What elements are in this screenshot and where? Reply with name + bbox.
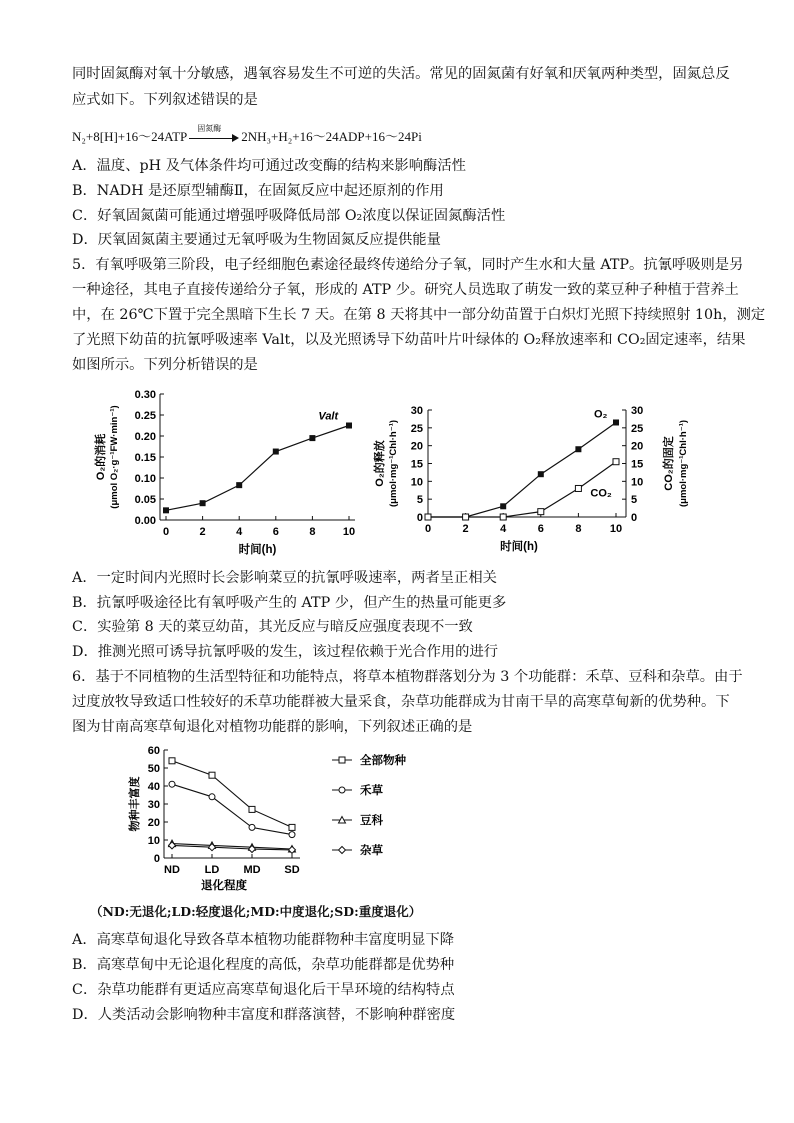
q5-option-b: B．抗氰呼吸途径比有氧呼吸产生的 ATP 少，但产生的热量可能更多	[72, 595, 507, 611]
data-point-o2	[538, 471, 544, 477]
x-tick-label: 6	[272, 526, 279, 538]
data-point-o2	[613, 419, 619, 425]
y-tick-label: 0.25	[134, 410, 156, 422]
series-line-valt	[166, 426, 349, 511]
data-point-co2	[538, 509, 544, 515]
q5-line-2: 一种途径，其电子直接传递给分子氧，形成的 ATP 少。研究人员选取了萌发一致的菜豆种子种植于营养土	[72, 282, 739, 298]
right-y-tick-label: 0	[631, 512, 638, 524]
x-tick-label: SD	[284, 864, 300, 876]
x-tick-label: 6	[537, 523, 544, 535]
series-line-o2	[428, 422, 616, 517]
left-y-tick-label: 5	[416, 494, 423, 507]
right-y-tick-label: 30	[631, 405, 644, 417]
x-tick-label: 0	[424, 523, 432, 535]
q6-option-a: A．高寒草甸退化导致各草本植物功能群物种丰富度明显下降	[72, 932, 455, 948]
data-point-all-species	[289, 824, 295, 830]
data-point-grass	[249, 824, 255, 830]
right-y-tick-label: 15	[631, 458, 644, 471]
left-y-tick-label: 10	[410, 476, 423, 489]
data-point-valt	[163, 507, 169, 513]
right-y-tick-label: 10	[631, 476, 644, 489]
data-point-valt	[309, 435, 315, 441]
y-tick-label: 60	[147, 745, 160, 757]
q6-line-1: 6．基于不同植物的生活型特征和功能特点，将草本植物群落划分为 3 个功能群：禾草、豆科和杂草。由于	[72, 669, 743, 685]
intro-line-1: 同时固氮酶对氧十分敏感，遇氧容易发生不可逆的失活。常见的固氮菌有好氧和厌氧两种类型，固氮总反	[72, 66, 730, 82]
valt-chart	[90, 382, 380, 557]
q5-line-1: 5．有氧呼吸第三阶段，电子经细胞色素途径最终传递给分子氧，同时产生水和大量 ATP。抗氰呼吸则是另	[72, 257, 744, 273]
right-y-axis-label: CO₂的固定	[663, 436, 675, 491]
y-tick-label: 0.20	[134, 431, 156, 443]
q5-option-d: D．推测光照可诱导抗氰呼吸的发生，该过程依赖于光合作用的进行	[72, 644, 499, 660]
data-point-co2	[613, 459, 619, 465]
data-point-valt	[200, 500, 206, 506]
data-point-grass	[169, 781, 175, 787]
x-tick-label: LD	[204, 864, 220, 876]
left-y-axis-unit: (μmol·mg⁻¹Chl·h⁻¹)	[388, 419, 399, 508]
degradation-note: （ND:无退化;LD:轻度退化;MD:中度退化;SD:重度退化）	[90, 904, 422, 919]
equation-left: N₂+8[H]+16～24ATP	[72, 129, 188, 144]
y-tick-label: 10	[147, 835, 160, 847]
x-tick-label: 8	[575, 523, 582, 535]
q5-option-c: C．实验第 8 天的菜豆幼苗，其光反应与暗反应强度表现不一致	[72, 619, 473, 635]
q6-option-d: D．人类活动会影响物种丰富度和群落演替，不影响种群密度	[72, 1007, 456, 1023]
q5-line-4: 了光照下幼苗的抗氰呼吸速率 Valt，以及光照诱导下幼苗叶片叶绿体的 O₂释放速率和 CO₂固定速率，结果	[72, 332, 746, 348]
data-point-all-species	[249, 806, 255, 812]
y-tick-label: 0	[153, 853, 160, 865]
data-point-valt	[236, 482, 242, 488]
left-y-tick-label: 25	[410, 422, 423, 435]
right-y-axis-unit: (μmol·mg⁻¹Chl·h⁻¹)	[678, 419, 689, 508]
data-point-valt	[346, 423, 352, 429]
q4-option-a: A．温度、pH 及气体条件均可通过改变酶的结构来影响酶活性	[72, 158, 466, 174]
q4-option-c: C．好氧固氮菌可能通过增强呼吸降低局部 O₂浓度以保证固氮酶活性	[72, 208, 506, 224]
data-point-co2	[500, 514, 506, 520]
data-point-all-species	[209, 772, 215, 778]
q6-line-3: 图为甘南高寒草甸退化对植物功能群的影响，下列叙述正确的是	[72, 719, 473, 735]
intro-line-2: 应式如下。下列叙述错误的是	[72, 92, 258, 108]
y-tick-label: 50	[147, 763, 160, 775]
x-axis-label: 时间(h)	[238, 544, 277, 556]
legend-marker-forb	[339, 847, 346, 854]
right-y-tick-label: 25	[631, 422, 644, 435]
legend-label-forb: 杂草	[360, 845, 383, 857]
y-tick-label: 0.05	[134, 494, 156, 506]
right-y-tick-label: 5	[631, 494, 638, 507]
q6-option-c: C．杂草功能群有更适应高寒草甸退化后干旱环境的结构特点	[72, 982, 455, 998]
q6-option-b: B．高寒草甸中无论退化程度的高低，杂草功能群都是优势种	[72, 957, 455, 973]
y-tick-label: 0.15	[134, 452, 156, 464]
y-tick-label: 20	[147, 817, 160, 829]
legend-label-all-species: 全部物种	[360, 755, 406, 767]
series-label-o2: O₂	[594, 408, 608, 421]
y-tick-label: 0.00	[134, 515, 156, 527]
x-tick-label: 4	[236, 526, 243, 538]
x-tick-label: 0	[162, 526, 170, 538]
x-axis-label: 时间(h)	[500, 541, 538, 553]
x-tick-label: MD	[243, 864, 261, 876]
x-tick-label: 10	[609, 523, 623, 535]
x-tick-label: ND	[164, 864, 180, 876]
x-axis-label: 退化程度	[201, 880, 247, 892]
y-axis-label: O₂的消耗	[95, 433, 107, 481]
legend-marker-grass	[339, 787, 345, 793]
q4-option-b: B．NADH 是还原型辅酶Ⅱ，在固氮反应中起还原剂的作用	[72, 183, 444, 199]
data-point-all-species	[169, 758, 175, 764]
left-y-tick-label: 20	[410, 440, 423, 453]
y-tick-label: 0.10	[134, 473, 156, 485]
legend-label-legume: 豆科	[360, 815, 383, 827]
series-line-all-species	[172, 761, 292, 828]
legend-label-grass: 禾草	[360, 785, 383, 797]
data-point-co2	[463, 514, 469, 520]
enzyme-label: 固氮酶	[197, 124, 222, 134]
q6-line-2: 过度放牧导致适口性较好的禾草功能群被大量采食，杂草功能群成为甘南干旱的高寒草甸新的优势种。下	[72, 694, 730, 710]
x-tick-label: 10	[342, 526, 356, 538]
q5-option-a: A．一定时间内光照时长会影响菜豆的抗氰呼吸速率，两者呈正相关	[72, 570, 497, 586]
data-point-forb	[169, 842, 176, 849]
o2-co2-chart	[370, 392, 710, 557]
left-y-tick-label: 0	[416, 512, 423, 524]
series-line-co2	[428, 462, 616, 517]
y-axis-label: 物种丰富度	[129, 776, 141, 832]
data-point-co2	[425, 514, 431, 520]
right-y-tick-label: 20	[631, 440, 644, 453]
series-label-valt: Valt	[318, 410, 339, 423]
x-tick-label: 2	[462, 523, 469, 535]
left-y-tick-label: 30	[410, 405, 423, 417]
q5-line-3: 中，在 26℃下置于完全黑暗下生长 7 天。在第 8 天将其中一部分幼苗置于白炽灯光照下持续照射 10h，测定	[72, 307, 766, 323]
y-tick-label: 40	[147, 781, 160, 793]
data-point-o2	[500, 503, 506, 509]
species-richness-chart	[110, 740, 460, 895]
data-point-grass	[209, 794, 215, 800]
y-tick-label: 0.30	[134, 389, 156, 401]
y-tick-label: 30	[147, 799, 160, 811]
data-point-co2	[575, 485, 581, 491]
reaction-equation	[72, 126, 422, 145]
x-tick-label: 2	[199, 526, 206, 538]
y-axis-unit: (μmol O₂·g⁻¹FW·min⁻¹)	[109, 405, 120, 509]
left-y-axis-label: O₂的释放	[374, 440, 386, 487]
q4-option-d: D．厌氧固氮菌主要通过无氧呼吸为生物固氮反应提供能量	[72, 232, 441, 248]
x-tick-label: 4	[500, 523, 507, 535]
series-label-co2: CO₂	[590, 487, 612, 500]
data-point-grass	[289, 832, 295, 838]
data-point-o2	[575, 446, 581, 452]
q5-line-5: 如图所示。下列分析错误的是	[72, 357, 258, 373]
data-point-valt	[273, 449, 279, 455]
legend-marker-all-species	[339, 757, 345, 763]
reaction-arrow	[187, 124, 241, 145]
left-y-tick-label: 15	[410, 458, 423, 471]
equation-right: 2NH₃+H₂+16～24ADP+16～24Pi	[241, 129, 422, 144]
x-tick-label: 8	[309, 526, 316, 538]
